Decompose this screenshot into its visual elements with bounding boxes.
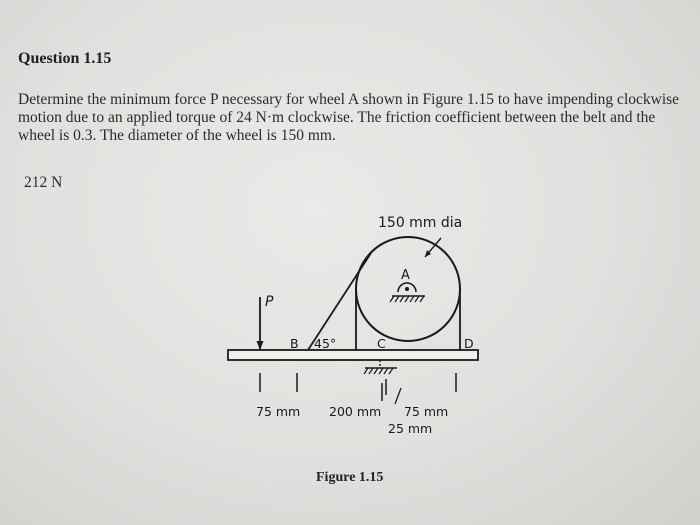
angle-label: 45° bbox=[314, 336, 337, 351]
diameter-label: 150 mm dia bbox=[378, 215, 463, 231]
figure-caption: Figure 1.15 bbox=[316, 470, 384, 485]
point-c-label: C bbox=[377, 336, 386, 351]
force-label: P bbox=[265, 294, 274, 310]
dim-200-label: 200 mm bbox=[329, 404, 382, 419]
mechanism-diagram bbox=[220, 205, 490, 450]
answer-value: 212 N bbox=[24, 174, 63, 191]
force-p-arrowhead bbox=[257, 341, 264, 350]
dim-25-label: 25 mm bbox=[388, 421, 433, 436]
question-prompt: Determine the minimum force P necessary for wheel A shown in Figure 1.15 to have impending clockwise motion due to an applied torque of 24 N·m clockwise. The friction coefficient between the belt and the wheel is 0.3. The diameter of the wheel is 150 mm. bbox=[18, 91, 680, 144]
lever-bar bbox=[228, 350, 478, 360]
dim-75-right-label: 75 mm bbox=[404, 404, 449, 419]
dimension-ticks bbox=[260, 373, 456, 401]
question-title: Question 1.15 bbox=[18, 50, 112, 67]
dim-25-leader bbox=[395, 388, 401, 404]
dim-75-left-label: 75 mm bbox=[256, 404, 301, 419]
wheel-pivot-pin bbox=[405, 287, 409, 291]
figure-1-15 bbox=[220, 205, 490, 450]
point-b-label: B bbox=[290, 336, 299, 351]
wheel-label: A bbox=[401, 268, 410, 283]
pivot-hatching bbox=[390, 296, 424, 302]
fulcrum-hatching bbox=[364, 368, 393, 374]
point-d-label: D bbox=[464, 336, 474, 351]
